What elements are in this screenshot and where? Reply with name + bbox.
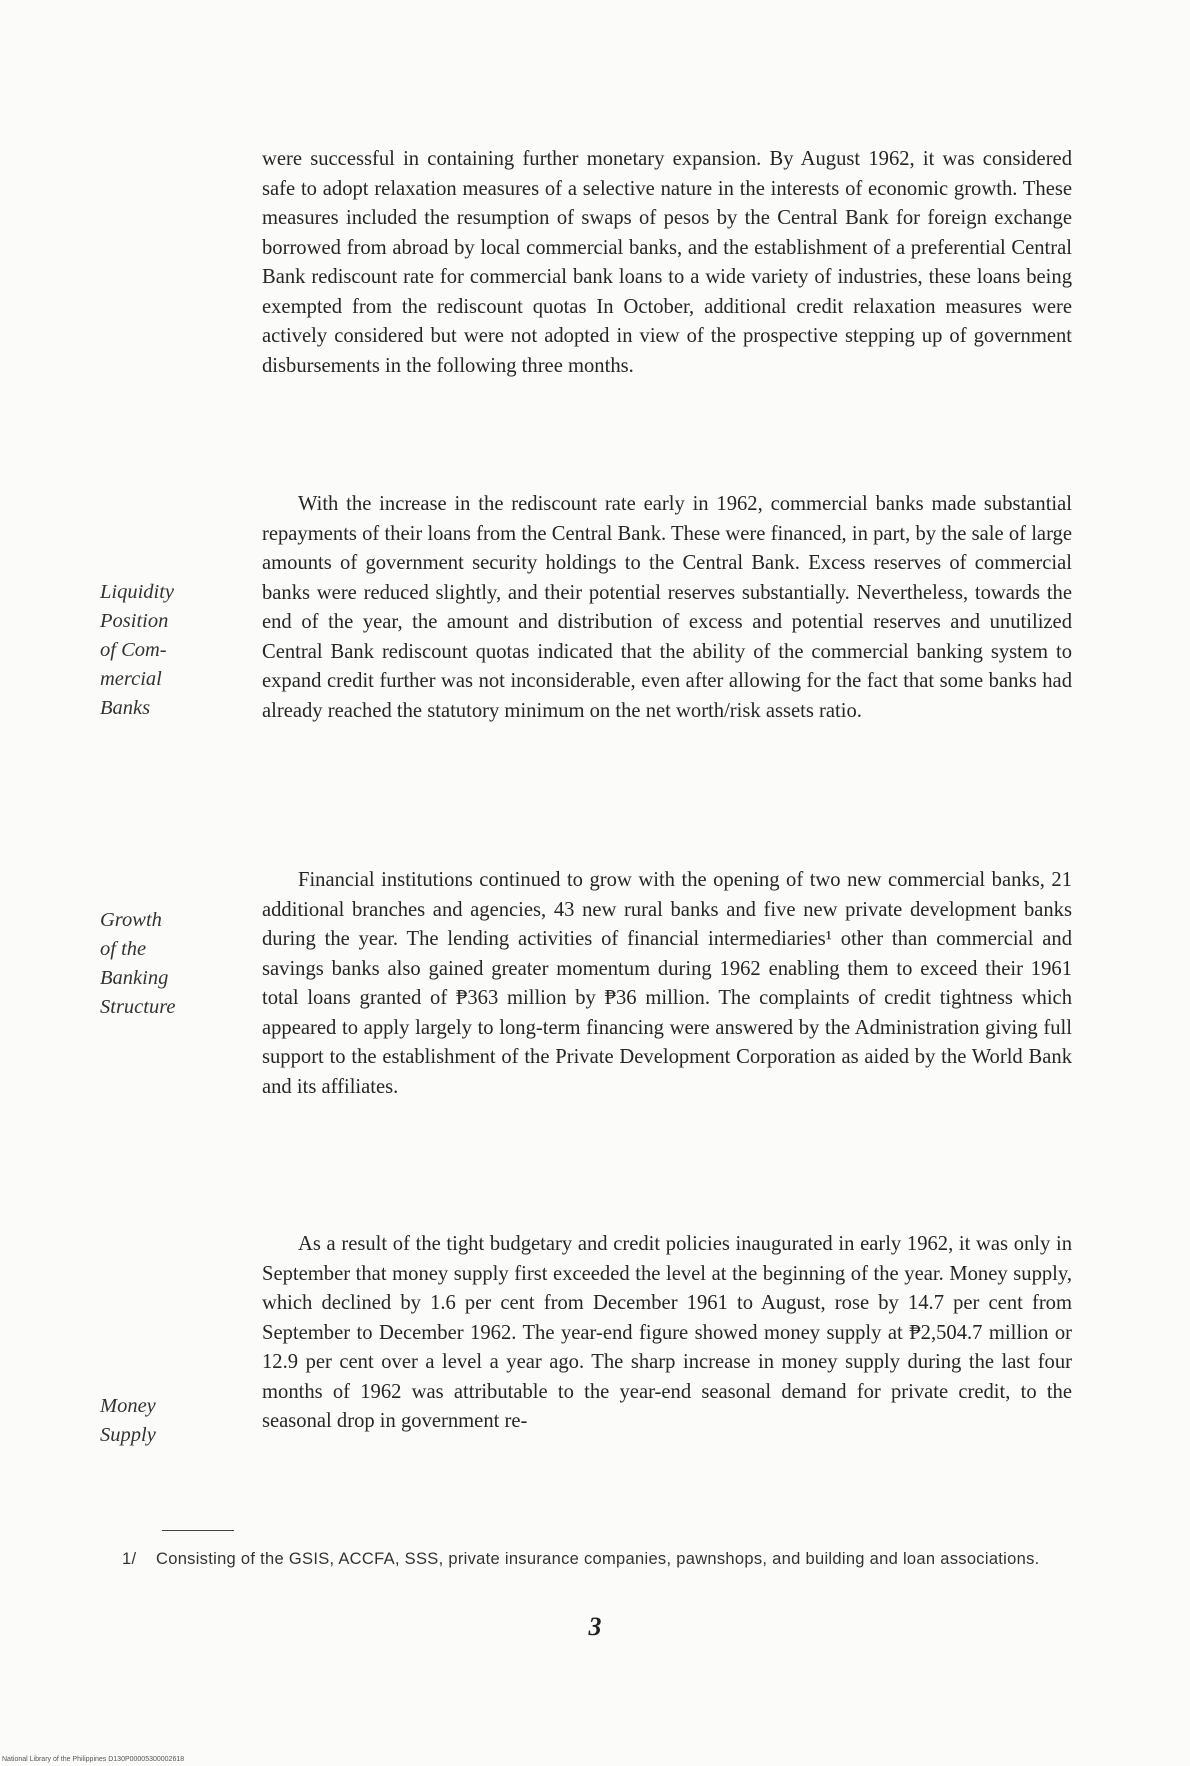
marginal-line: of the (100, 938, 147, 960)
footnote (122, 1548, 1072, 1570)
marginal-line: mercial (100, 668, 162, 690)
paragraph-1-text: were successful in containing further monetary expansion. By August 1962, it was considered safe to adopt relaxation measures of a selective nature in the interests of economic growth. These measures included the resumption of swaps of pesos by the Central Bank for foreign exchange borrowed from abroad by local commercial banks, and the establishment of a preferential Central Bank rediscount rate for commercial bank loans to a wide variety of industries, these loans being exempted from the rediscount quotas In October, additional credit relaxation measures were actively considered but were not adopted in view of the prospective stepping up of government disbursements in the following three months. (262, 148, 1072, 377)
paragraph-2-text: With the increase in the rediscount rate early in 1962, commercial banks made substantial repayments of their loans from the Central Bank. These were financed, in part, by the sale of large amounts of government security holdings to the Central Bank. Excess reserves of commercial banks were reduced slightly, and their potential reserves substantially. Nevertheless, towards the end of the year, the amount and distribution of excess and potential reserves and unutilized Central Bank rediscount quotas indicated that the ability of the commercial banking system to expand credit further was not inconsiderable, even after allowing for the fact that some banks had already reached the statutory minimum on the net worth/risk assets ratio. (262, 493, 1072, 722)
paragraph-4-text: As a result of the tight budgetary and credit policies inaugurated in early 1962, it was only in September that money supply first exceeded the level at the beginning of the year. Money supply, which declined by 1.6 per cent from December 1961 to August, rose by 14.7 per cent from September to December 1962. The year-end figure showed money supply at ₱2,504.7 million or 12.9 per cent over a level a year ago. The sharp increase in money supply during the last four months of 1962 was attributable to the year-end seasonal demand for private credit, to the seasonal drop in government re- (262, 1233, 1072, 1432)
marginal-line: Money (100, 1395, 156, 1417)
marginal-note-money-supply (100, 1392, 230, 1450)
marginal-line: Position (100, 610, 169, 632)
paragraph-1 (262, 145, 1072, 381)
paragraph-3-text: Financial institutions continued to grow with the opening of two new commercial banks, 21 additional branches and agencies, 43 new rural banks and five new private development banks during the year. The lending activities of financial intermediaries¹ other than commercial and savings banks also gained greater momentum during 1962 enabling them to exceed their 1961 total loans granted of ₱363 million by ₱36 million. The complaints of credit tightness which appeared to apply largely to long-term financing were answered by the Administration giving full support to the establishment of the Private Development Corporation as aided by the World Bank and its affiliates. (262, 869, 1072, 1098)
footnote-text: Consisting of the GSIS, ACCFA, SSS, private insurance companies, pawnshops, and building and loan associations. (156, 1550, 1040, 1568)
library-watermark: National Library of the Philippines D130P00005300002618 (2, 1756, 185, 1763)
paragraph-4 (262, 1230, 1072, 1437)
marginal-line: Banks (100, 697, 151, 719)
marginal-note-liquidity (100, 578, 230, 723)
paragraph-2 (262, 490, 1072, 726)
marginal-line: Liquidity (100, 581, 175, 603)
page-number: 3 (588, 1612, 602, 1641)
footnote-mark: 1/ (122, 1550, 137, 1568)
marginal-line: Banking (100, 967, 169, 989)
marginal-line: of Com- (100, 639, 167, 661)
marginal-note-growth (100, 906, 230, 1022)
marginal-line: Supply (100, 1424, 156, 1446)
footnote-rule (162, 1530, 234, 1531)
paragraph-3 (262, 866, 1072, 1102)
marginal-line: Growth (100, 909, 162, 931)
marginal-line: Structure (100, 996, 176, 1018)
